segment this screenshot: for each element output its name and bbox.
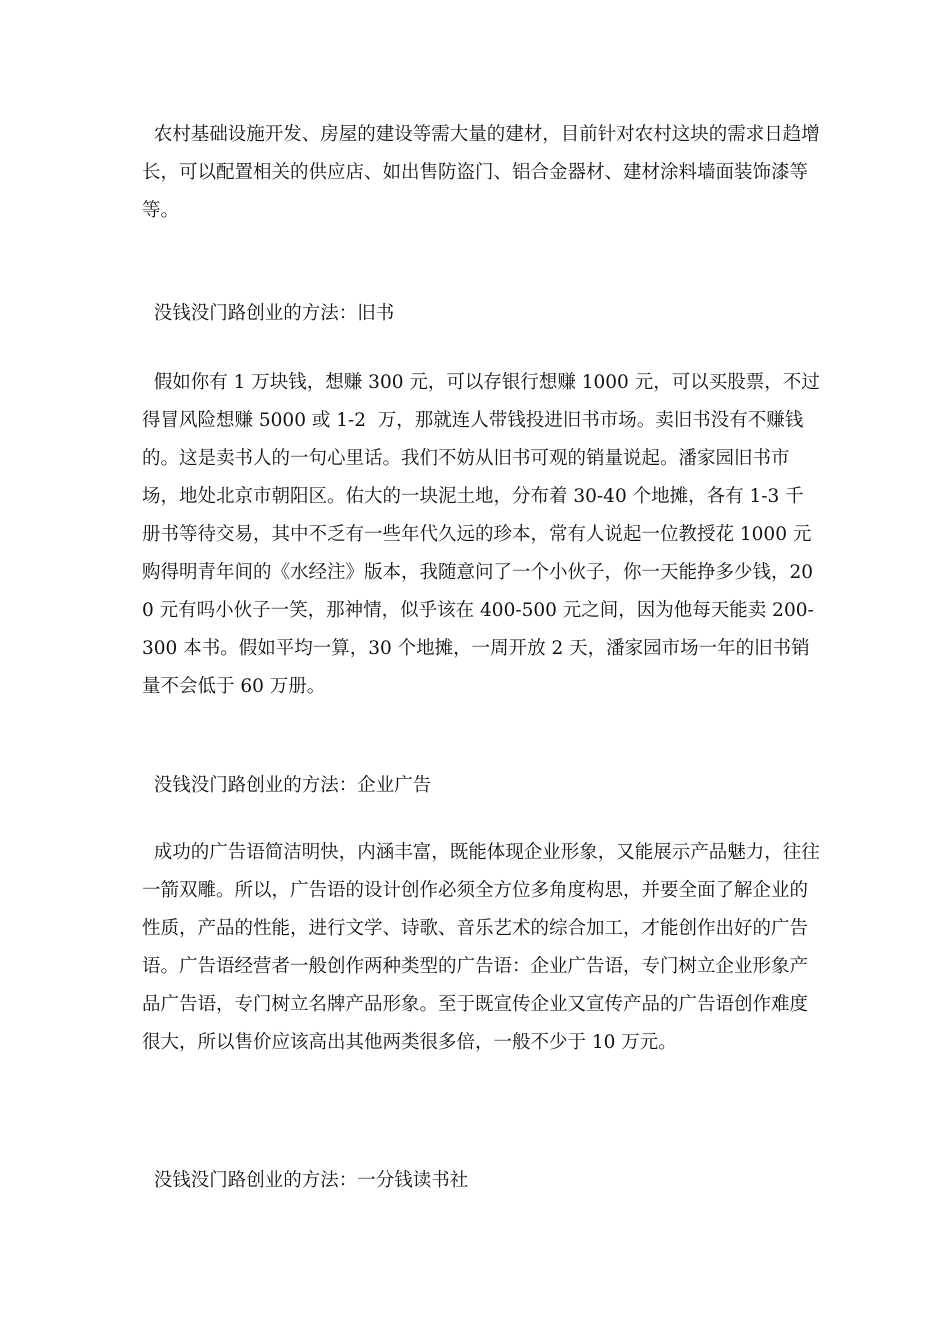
paragraph-rural-building-materials: 农村基础设施开发、房屋的建设等需大量的建材，目前针对农村这块的需求日趋增长，可以配置相关的供应店、如出售防盗门、铝合金器材、建材涂料墙面装饰漆等等。 [142,124,820,221]
heading-used-books: 没钱没门路创业的方法：旧书 [142,303,395,324]
paragraph-corporate-advertising: 成功的广告语简洁明快，内涵丰富，既能体现企业形象，又能展示产品魅力，往往一箭双雕。所以，广告语的设计创作必须全方位多角度构思，并要全面了解企业的性质，产品的性能，进行文学、诗歌、音乐艺术的综合加工，才能创作出好的广告语。广告语经营者一般创作两种类型的广告语：企业广告语，专门树立企业形象产品广告语，专门树立名牌产品形象。至于既宣传企业又宣传产品的广告语创作难度很大，所以售价应该高出其他两类很多倍，一般不少于 10 万元。 [142,842,820,1053]
heading-corporate-advertising: 没钱没门路创业的方法：企业广告 [142,775,432,796]
heading-penny-reading-club: 没钱没门路创业的方法：一分钱读书社 [142,1170,469,1191]
paragraph-used-books: 假如你有 1 万块钱，想赚 300 元，可以存银行想赚 1000 元，可以买股票，不过得冒风险想赚 5000 或 1-2 万，那就连人带钱投进旧书市场。卖旧书没有不赚钱的。这是卖书人的一句心里话。我们不妨从旧书可观的销量说起。潘家园旧书市场，地处北京市朝阳区。佑大的一块泥土地，分布着 30-40 个地摊，各有 1-3 千册书等待交易，其中不乏有一些年代久远的珍本，常有人说起一位教授花 1000 元购得明青年间的《水经注》版本，我随意问了一个小伙子，你一天能挣多少钱，200 元有吗小伙子一笑，那神情，似乎该在 400-500 元之间，因为他每天能卖 200-300 本书。假如平均一算，30 个地摊，一周开放 2 天，潘家园市场一年的旧书销量不会低于 60 万册。 [142,372,820,697]
